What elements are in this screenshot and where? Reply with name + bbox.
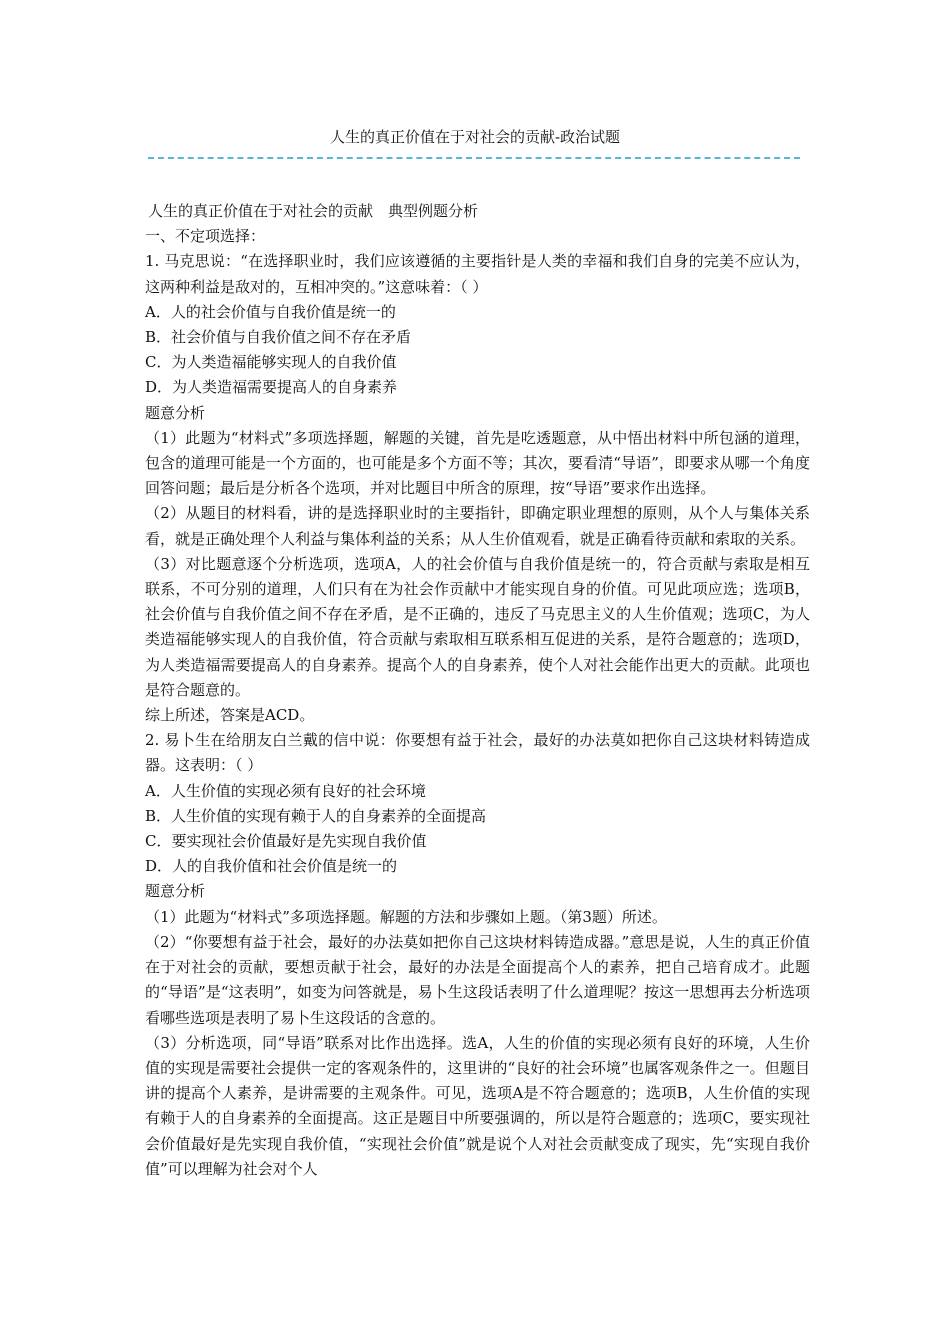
question-1-answer: 综上所述，答案是ACD。 — [145, 706, 315, 725]
question-2-option-d: D．人的自我价值和社会价值是统一的 — [145, 857, 398, 876]
question-1-analysis-heading: 题意分析 — [145, 403, 206, 422]
question-1-option-c: C．为人类造福能够实现人的自我价值 — [145, 353, 397, 372]
question-1-analysis-2: （2）从题目的材料看，讲的是选择职业时的主要指针，即确定职业理想的原则，从个人与集体关系看，就是正确处理个人利益与集体利益的关系；从人生价值观看，就是正确看待贡献和索取的关系。 — [145, 504, 810, 548]
question-1-stem: 1. 马克思说：“在选择职业时，我们应该遵循的主要指针是人类的幸福和我们自身的完美不应认为，这两种利益是敌对的，互相冲突的。”这意味着：（ ） — [145, 252, 810, 296]
question-2-option-b: B．人生价值的实现有赖于人的自身素养的全面提高 — [145, 806, 487, 825]
question-2-option-a: A．人生价值的实现必须有良好的社会环境 — [145, 781, 426, 800]
question-1-analysis-1: （1）此题为“材料式”多项选择题，解题的关键，首先是吃透题意，从中悟出材料中所包涵的道理，包含的道理可能是一个方面的，也可能是多个方面不等；其次，要看清“导语”，即要求从哪一个角度回答问题；最后是分析各个选项，并对比题目中所含的原理，按“导语”要求作出选择。 — [145, 428, 810, 498]
question-1-analysis-3: （3）对比题意逐个分析选项，选项A，人的社会价值与自我价值是统一的，符合贡献与索取是相互联系，不可分别的道理，人们只有在为社会作贡献中才能实现自身的价值。可见此项应选；选项B，社会价值与自我价值之间不存在矛盾，是不正确的，违反了马克思主义的人生价值观；选项C，为人类造福能够实现人的自我价值，符合贡献与索取相互联系相互促进的关系，是符合题意的；选项D，为人类造福需要提高人的自身素养。提高个人的自身素养，使个人对社会能作出更大的贡献。此项也是符合题意的。 — [145, 554, 810, 699]
question-2-analysis-3: （3）分析选项，同“导语”联系对比作出选择。选A，人生的价值的实现必须有良好的环境，人生价值的实现是需要社会提供一定的客观条件的，这里讲的“良好的社会环境”也属客观条件之一。但题目讲的提高个人素养，是讲需要的主观条件。可见，选项A是不符合题意的；选项B，人生价值的实现有赖于人的自身素养的全面提高。这正是题目中所要强调的，所以是符合题意的；选项C，要实现社会价值最好是先实现自我价值，“实现社会价值”就是说个人对社会贡献变成了现实，先“实现自我价值”可以理解为社会对个人 — [145, 1033, 810, 1178]
question-2-stem: 2. 易卜生在给朋友白兰戴的信中说：你要想有益于社会，最好的办法莫如把你自己这块材料铸造成器。这表明：（ ） — [145, 731, 810, 775]
question-2-analysis-2: （2）“你要想有益于社会，最好的办法莫如把你自己这块材料铸造成器。”意思是说，人生的真正价值在于对社会的贡献，要想贡献于社会，最好的办法是全面提高个人的素养，把自己培育成才。此题的“导语”是“这表明”，如变为问答就是，易卜生这段话表明了什么道理呢？按这一思想再去分析选项看哪些选项是表明了易卜生这段话的含意的。 — [145, 932, 810, 1027]
document-title: 人生的真正价值在于对社会的贡献-政治试题 — [329, 128, 621, 146]
question-2-analysis-heading: 题意分析 — [145, 882, 206, 901]
question-1-option-d: D．为人类造福需要提高人的自身素养 — [145, 378, 398, 397]
question-1-option-b: B．社会价值与自我价值之间不存在矛盾 — [145, 328, 412, 347]
title-divider — [148, 157, 800, 159]
question-1-option-a: A．人的社会价值与自我价值是统一的 — [145, 302, 396, 321]
document-body — [145, 199, 810, 1182]
section-heading: 人生的真正价值在于对社会的贡献 典型例题分析 — [148, 202, 479, 220]
question-2-option-c: C．要实现社会价值最好是先实现自我价值 — [145, 832, 427, 851]
question-type-heading: 一、不定项选择： — [145, 227, 266, 246]
question-2-analysis-1: （1）此题为“材料式”多项选择题。解题的方法和步骤如上题。（第3题）所述。 — [145, 907, 667, 926]
